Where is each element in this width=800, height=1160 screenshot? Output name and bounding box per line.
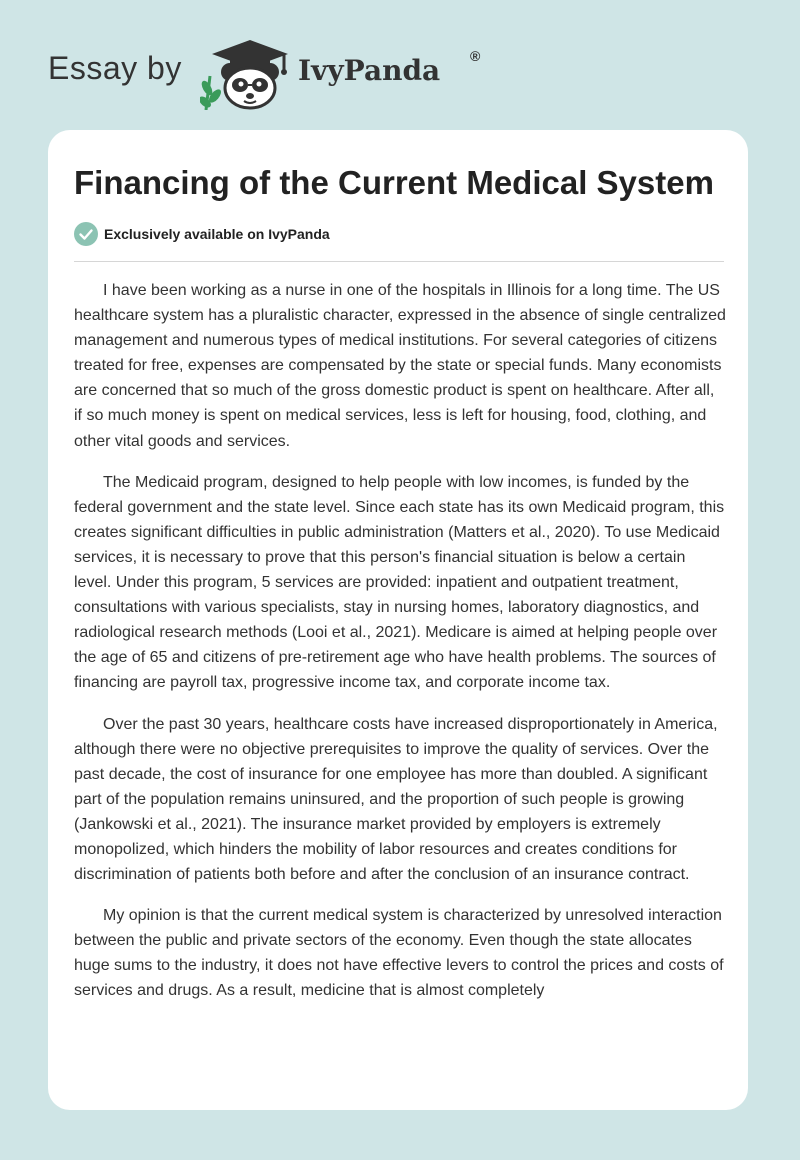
registered-mark: ® bbox=[470, 48, 481, 64]
paragraph: Over the past 30 years, healthcare costs have increased disproportionately in America, although there were no objective prerequisites to improve the quality of services. Over the past decade, the cost of insurance for one employee has more than doubled. A significant part of the population remains uninsured, and the proportion of such people is growing (Jankowski et al., 2021). The insurance market provided by employers is extremely monopolized, which hinders the mobility of labor resources and creates conditions for discrimination of patients both before and after the conclusion of an insurance contract. bbox=[74, 715, 718, 884]
paragraph: I have been working as a nurse in one of the hospitals in Illinois for a long time. The US healthcare system has a pluralistic character, expressed in the absence of single centralized management and numerous types of medical institutions. For several categories of citizens treated for free, expenses are compensated by the state or special funds. Many economists are concerned that so much of the gross domestic product is spent on healthcare. After all, if so much money is spent on medical services, less is left for housing, food, clothing, and other vital goods and services. bbox=[74, 282, 726, 450]
check-circle-icon bbox=[74, 222, 98, 246]
panda-graduate-icon[interactable] bbox=[200, 36, 300, 110]
exclusive-badge bbox=[74, 222, 330, 246]
page-title: Financing of the Current Medical System bbox=[74, 164, 714, 201]
essay-body bbox=[74, 278, 726, 1020]
paragraph: The Medicaid program, designed to help people with low incomes, is funded by the federal government and the state level. Since each state has its own Medicaid program, this creates significant difficulties in public administration (Matters et al., 2020). To use Medicaid services, it is necessary to prove that this person's financial situation is below a certain level. Under this program, 5 services are provided: inpatient and outpatient treatment, consultations with various specialists, stay in nursing homes, laboratory diagnostics, and radiological research methods (Looi et al., 2021). Medicare is aimed at helping people over the age of 65 and citizens of pre-retirement age who have health problems. The sources of financing are payroll tax, progressive income tax, and corporate income tax. bbox=[74, 473, 725, 692]
brand-name[interactable]: IvyPanda bbox=[298, 54, 441, 87]
essay-card bbox=[48, 130, 748, 1110]
divider bbox=[74, 261, 724, 262]
site-header bbox=[48, 40, 528, 110]
exclusive-label: Exclusively available on IvyPanda bbox=[104, 226, 330, 242]
paragraph: My opinion is that the current medical system is characterized by unresolved interaction between the public and private sectors of the economy. Even though the state allocates huge sums to the industry, it does not have effective levers to control the prices and costs of services and drugs. As a result, medicine that is almost completely bbox=[74, 907, 724, 1000]
essay-by-label: Essay by bbox=[48, 50, 182, 86]
